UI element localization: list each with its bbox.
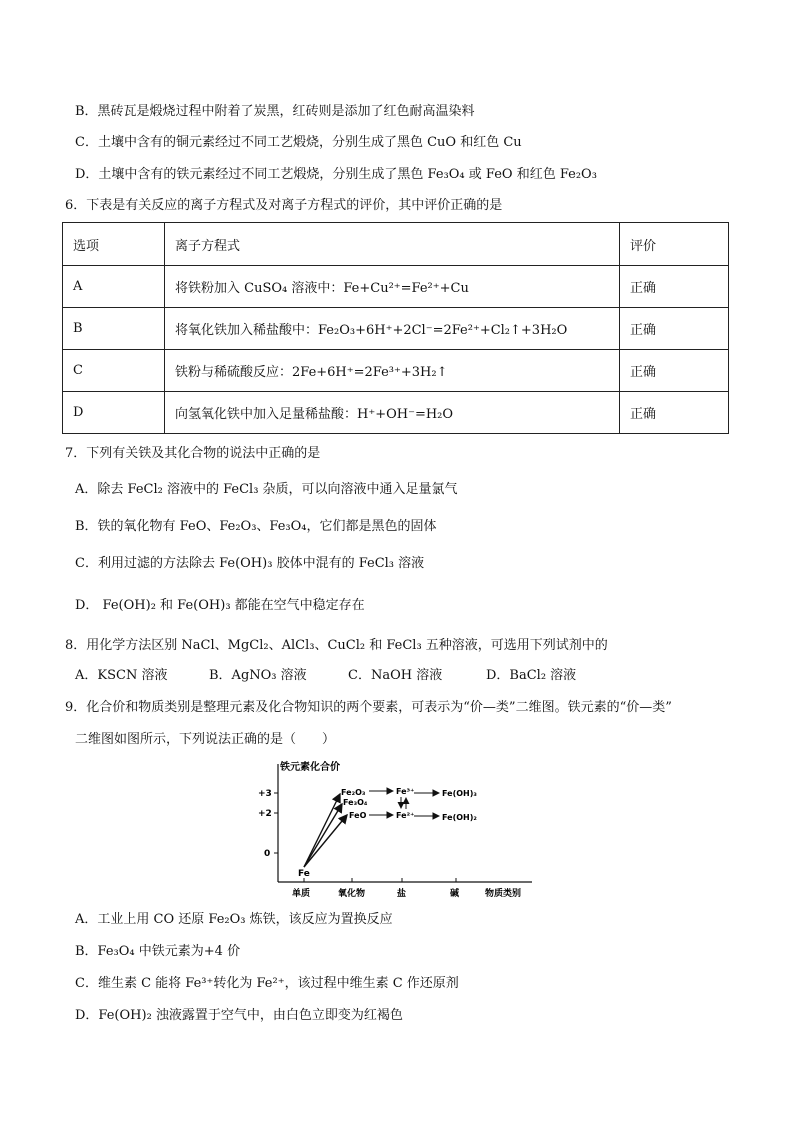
- question-7-stem: 7．下列有关铁及其化合物的说法中正确的是: [65, 446, 321, 461]
- question-9-stem-line1: 9．化合价和物质类别是整理元素及化合物知识的两个要素，可表示为“价—类”二维图。铁元素的“价—类”: [65, 700, 672, 715]
- y-tick-label: 0: [264, 849, 271, 859]
- node-fe2-ion: Fe²⁺: [396, 811, 415, 820]
- question-9-option-b: B．Fe₃O₄ 中铁元素为+4 价: [75, 944, 241, 959]
- table-cell: 正确: [620, 392, 729, 434]
- question-8-option-c: C．NaOH 溶液: [348, 668, 443, 683]
- question-9-option-a: A．工业上用 CO 还原 Fe₂O₃ 炼铁，该反应为置换反应: [75, 912, 393, 927]
- y-axis-title: 铁元素化合价: [280, 762, 340, 773]
- table-cell: 正确: [620, 266, 729, 308]
- node-fe3o4: Fe₃O₄: [343, 798, 368, 807]
- table-header-cell: 评价: [620, 223, 729, 266]
- node-fe3-ion: Fe³⁺: [396, 787, 415, 796]
- table-cell: C: [63, 350, 165, 392]
- question-7-option-b: B．铁的氧化物有 FeO、Fe₂O₃、Fe₃O₄，它们都是黑色的固体: [75, 519, 437, 534]
- table-header-cell: 选项: [63, 223, 165, 266]
- table-row: [63, 350, 729, 392]
- x-category-label: 碱: [450, 889, 460, 899]
- x-category-label: 氧化物: [338, 889, 366, 899]
- node-feo: FeO: [349, 811, 367, 820]
- y-tick-label: +2: [258, 809, 272, 819]
- node-fe: Fe: [298, 869, 310, 879]
- valence-category-diagram: [252, 756, 542, 902]
- table-header-cell: 离子方程式: [165, 223, 620, 266]
- y-tick-label: +3: [258, 789, 272, 799]
- evaluation-table: [62, 222, 729, 434]
- x-axis-title: 物质类别: [485, 889, 522, 899]
- option-d-prev: D．土壤中含有的铁元素经过不同工艺煅烧，分别生成了黑色 Fe₃O₄ 或 FeO 和红色 Fe₂O₃: [75, 167, 597, 182]
- table-cell: B: [63, 308, 165, 350]
- table-cell: 正确: [620, 308, 729, 350]
- option-c-prev: C．土壤中含有的铜元素经过不同工艺煅烧，分别生成了黑色 CuO 和红色 Cu: [75, 135, 522, 150]
- question-7-option-d: D． Fe(OH)₂ 和 Fe(OH)₃ 都能在空气中稳定存在: [75, 598, 365, 613]
- question-6-stem: 6．下表是有关反应的离子方程式及对离子方程式的评价，其中评价正确的是: [65, 198, 503, 213]
- table-header-row: [63, 223, 729, 266]
- question-9-option-d: D．Fe(OH)₂ 浊液露置于空气中，由白色立即变为红褐色: [75, 1008, 403, 1023]
- question-9-stem-line2: 二维图如图所示，下列说法正确的是（ ）: [75, 732, 336, 747]
- table-cell: 将铁粉加入 CuSO₄ 溶液中：Fe+Cu²⁺=Fe²⁺+Cu: [165, 266, 620, 308]
- table-row: [63, 266, 729, 308]
- node-feoh3: Fe(OH)₃: [442, 789, 477, 798]
- question-8-option-d: D．BaCl₂ 溶液: [486, 668, 577, 683]
- table-cell: 向氢氧化铁中加入足量稀盐酸：H⁺+OH⁻=H₂O: [165, 392, 620, 434]
- table-cell: A: [63, 266, 165, 308]
- table-cell: 将氧化铁加入稀盐酸中：Fe₂O₃+6H⁺+2Cl⁻=2Fe²⁺+Cl₂↑+3H₂O: [165, 308, 620, 350]
- table-row: [63, 308, 729, 350]
- node-feoh2: Fe(OH)₂: [442, 813, 477, 822]
- arrow-fe-to-fe3o4: [304, 804, 342, 867]
- question-7-option-a: A．除去 FeCl₂ 溶液中的 FeCl₃ 杂质，可以向溶液中通入足量氯气: [75, 482, 458, 497]
- table-row: [63, 392, 729, 434]
- question-8-option-a: A．KSCN 溶液: [75, 668, 168, 683]
- question-7-option-c: C．利用过滤的方法除去 Fe(OH)₃ 胶体中混有的 FeCl₃ 溶液: [75, 556, 425, 571]
- node-fe2o3: Fe₂O₃: [341, 788, 366, 797]
- x-category-label: 单质: [292, 889, 311, 899]
- table-cell: 正确: [620, 350, 729, 392]
- table-cell: 铁粉与稀硫酸反应：2Fe+6H⁺=2Fe³⁺+3H₂↑: [165, 350, 620, 392]
- option-b-prev: B．黑砖瓦是煅烧过程中附着了炭黑，红砖则是添加了红色耐高温染料: [75, 104, 475, 119]
- question-9-option-c: C．维生素 C 能将 Fe³⁺转化为 Fe²⁺，该过程中维生素 C 作还原剂: [75, 976, 459, 991]
- question-8-stem: 8．用化学方法区别 NaCl、MgCl₂、AlCl₃、CuCl₂ 和 FeCl₃ 五种溶液，可选用下列试剂中的: [65, 638, 608, 653]
- x-category-label: 盐: [397, 889, 407, 899]
- question-8-option-b: B．AgNO₃ 溶液: [209, 668, 307, 683]
- table-cell: D: [63, 392, 165, 434]
